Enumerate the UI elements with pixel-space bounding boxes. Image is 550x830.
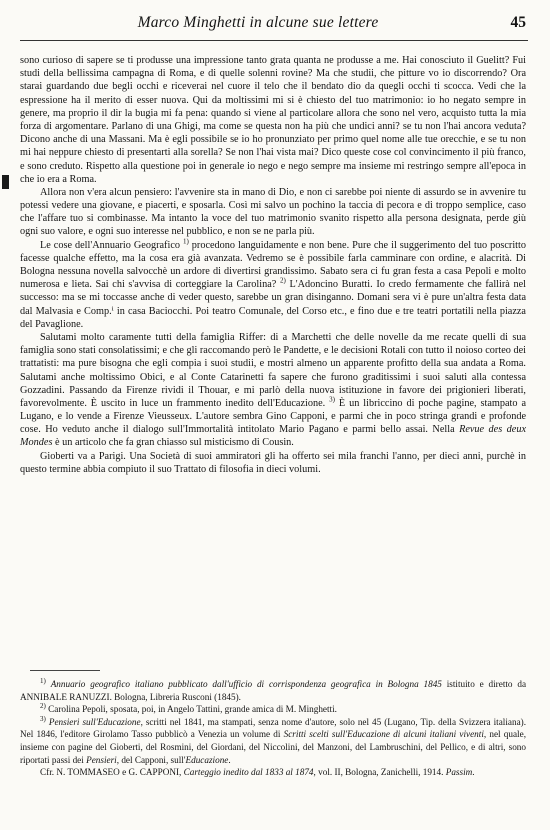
cfr-text-a: Cfr. N. TOMMASEO e G. CAPPONI, xyxy=(40,767,184,778)
paragraph-4-text-a: Salutami molto caramente tutti della famiglia Riffer: di a Marchetti che delle novelle da me recate quelli di sua famiglia sono stati consolatissimi; e che gli raccomando però le Pandette, e le decisioni Rotali con tutto il noioso corteo dei trattatisti: ma pure bisogna che egli compia i suoi studii, e mostri almeno un apparente profitto della sua andata a Roma. Salutami anche moltissimo Obici, e al Conte Catarinetti fa sapere che furono graditissimi i suoi saluti alla contessa Gozzadini. Passando da Firenze rividi il Thouar, e mi parlò della nuova istituzione in favore dei prigionieri liberati, favorevolmente. È uscito in luce un frammento inedito dell'Educazione. xyxy=(20,331,526,409)
paragraph-3 xyxy=(20,239,526,331)
paragraph-3-text-b: procedono languidamente e non bene. Pure che il suggerimento del tuo poscritto facesse qualche effetto, ma la cosa era già avanzata. Vedremo se è possibile farla camminare con ordine, e alacrità. Di Bologna nessuna novella salvocchè un ardore di divertirsi grandissimo. Sabato sera ci fu gran festa a casa Pepoli e molto numerosa e lieta. Sai chi s'avvisa di corteggiare la Carolina? xyxy=(20,239,526,291)
footnote-3-title: Pensieri sull'Educazione xyxy=(48,716,141,727)
journal-title: Revue des deux Mondes xyxy=(20,424,526,449)
footnote-1-mark: 1) xyxy=(40,676,46,685)
footnotes xyxy=(20,678,526,779)
footnote-3-title-2: Scritti scelti sull'Educazione di alcuni italiani viventi xyxy=(283,729,484,740)
running-title: Marco Minghetti in alcune sue lettere xyxy=(137,14,379,31)
footnote-ref-2: 2) xyxy=(279,276,286,285)
footnote-cfr xyxy=(20,766,526,779)
footnote-1-title: Annuario geografico italiano pubblicato dall'ufficio di corrispondenza geografica in Bologna 1845 xyxy=(50,679,442,689)
footnote-2 xyxy=(20,703,526,716)
cfr-passim: Passim xyxy=(445,767,473,778)
footnote-3-text-a: , scritti nel 1841, ma stampati, senza nome d'autore, solo nel 45 (Lugano, Tip. della Svizzera italiana). Nel 1846, l'editore Girolamo Tasso pubblicò a Venezia un volume di xyxy=(20,716,527,740)
footnote-2-mark: 2) xyxy=(40,702,46,711)
paragraph-2: Allora non v'era alcun pensiero: l'avvenire sta in mano di Dio, e non ci sarebbe poi niente di assurdo se in avvenire tu potessi vedere una giovane, e piacerti, e sposarla. Così mi salvo un pochino la taccia di pecora e di troppo semplice, caso che l'affare tuo si combinasse. Ma intanto la voce del tuo matrimonio svanito rispetto alla persona designata, perde giù ogni suo valore, e ogni suo interesse nel pubblico, e non se ne parla più. xyxy=(20,186,526,238)
letter-body xyxy=(20,54,526,476)
footnote-2-text: Carolina Pepoli, sposata, poi, in Angelo Tattini, grande amica di M. Minghetti. xyxy=(45,704,337,715)
footnote-ref-1: 1) xyxy=(182,237,189,246)
footnote-3-title-3: Pensieri xyxy=(86,754,117,765)
footnote-3-title-4: Educazione xyxy=(185,754,229,765)
paragraph-4 xyxy=(20,331,526,450)
cfr-text-c: . xyxy=(472,767,475,778)
page-number: 45 xyxy=(510,14,526,31)
footnote-ref-3: 3) xyxy=(329,395,336,404)
footnote-1 xyxy=(20,678,526,703)
footnote-3-text-d: . xyxy=(228,754,231,765)
cfr-text-b: , vol. II, Bologna, Zanichelli, 1914. xyxy=(313,767,446,778)
cfr-title: Carteggio inedito dal 1833 al 1874 xyxy=(183,767,314,778)
paragraph-1: sono curioso di sapere se ti produsse una impressione tanto grata quanta ne produsse a me. Hai conosciuto il Guelitt? Fui studi della bellissima campagna di Roma, e di quelle solenni rovine? Ma che studii, che pitture vo io discorrendo? Ora starai guardando due begli occhi e riceverai nel cuore il telo che il bendato dio da quegli occhi ti scocca. Vedi che la espressione ha il merito di esser nuova. Qui da moltissimi mi si è chiesto del tuo matrimonio: io ho negato sempre in genere, ma proprio il dir la bugia mi fa pena: quando si viene al particolare allora che sono nel vero, acquisto tutta la mia forza di argomentare. Parlano di una Ghigi, ma come se questa non ha più che undici anni? se tu non l'hai ancora veduta? Dicono anche di una Massani. Ma è egli possibile se io ho pronunziato per primo quel nome alle tue orecchie, e se tu non mi hai neppure chiesto di presentarti alla sorella? Se non l'hai vista mai? Dico queste cose col convincimento il più franco, e sono creduto. Rispetto alla questione poi in generale io nego e nego sempre ma insieme mi restringo sempre all'epoca in che io era a Roma. xyxy=(20,55,526,185)
footnote-1-text: istituito e diretto da ANNIBALE RANUZZI. Bologna, Libreria Rusconi (1845). xyxy=(20,679,527,702)
paragraph-3-text-c: L'Adoncino Buratti. Io credo fermamente che fallirà nel successo: ma se mi toccasse anche di veder questo, sarebbe un gran disinganno. Domani sera vi è pure un'altra festa data dal Malvasia e Comp.ⁱ in casa Baciocchi. Poi teatro Comunale, del Corso etc., e fino due e tre teatri portatili nella piazza del Pavaglione. xyxy=(20,279,526,330)
footnote-3-text-c: , del Capponi, sull' xyxy=(116,754,186,765)
footnote-3 xyxy=(20,716,526,766)
paragraph-4-text-b: È un libriccino di poche pagine, stampato a Lugano, e lo vende a Firenze Vieusseux. L'autore sembra Gino Capponi, e parmi che in poco stringa grandi e profonde cose. Ho veduto anche il dialogo sull'Immortalità intitolato Mario Pagano e parmi bello assai. Nella xyxy=(20,397,526,436)
footnote-3-text-b: , nel quale, insieme con pagine del Gioberti, del Rosmini, del Giordani, del Niccolini, del Manzoni, del Lambruschini, del Pellico, e di altri, sono riportati passi dei xyxy=(20,729,526,765)
footnote-rule xyxy=(30,670,100,671)
footnote-3-mark: 3) xyxy=(40,714,46,723)
paragraph-3-text-a: Le cose dell'Annuario Geografico xyxy=(40,239,183,251)
margin-mark xyxy=(2,175,9,189)
paragraph-4-text-c: è un articolo che fa gran chiasso sul misticismo di Cousin. xyxy=(52,437,294,449)
page-header xyxy=(20,14,526,36)
header-rule xyxy=(20,40,528,41)
paragraph-5: Gioberti va a Parigi. Una Società di suoi ammiratori gli ha offerto sei mila franchi l'anno, per dieci anni, purchè in questo termine abbia compiuto il suo Trattato di filosofia in dieci volumi. xyxy=(20,450,526,475)
